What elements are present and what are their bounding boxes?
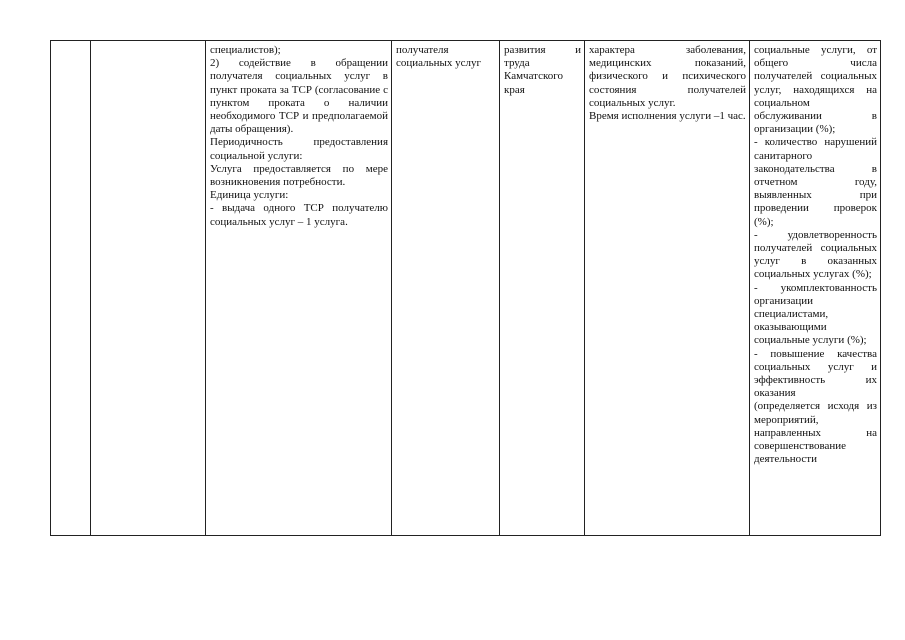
conditions-line: Время исполнения услуги –1 час. (589, 110, 746, 123)
services-table (50, 40, 881, 536)
description-line: специалистов); (210, 44, 281, 56)
description-line: Единица услуги: (210, 189, 289, 202)
cell-number (51, 41, 91, 536)
cell-conditions (585, 41, 750, 536)
indicator-line: - повышение качества социальных услуг и эффективность их оказания (754, 347, 877, 400)
indicator-line: - удовлетворенность получателей социальных услуг в оказанных социальных услугах (%); (754, 228, 877, 281)
indicator-line: (определяется исходя из мероприятий, направленных на совершенствование деятельности (754, 400, 877, 466)
cell-quality-indicators (750, 41, 881, 536)
cell-ministry (500, 41, 585, 536)
cell-recipient (392, 41, 500, 536)
recipient-text: получателя социальных услуг (396, 44, 482, 70)
indicator-line: социальные услуги, от общего числа получателей социальных услуг, находящихся на социальном обслуживании в организации (%); (754, 44, 877, 136)
description-line: - выдача одного ТСР получателю социальных услуг – 1 услуга. (210, 202, 388, 228)
indicator-line: - укомплектованность организации специалистами, оказывающими социальные услуги (%); (754, 281, 877, 347)
table-row (51, 41, 881, 536)
description-line: Услуга предоставляется по мере возникновения потребности. (210, 162, 388, 189)
cell-service-description (206, 41, 392, 536)
ministry-text: развития и труда Камчатского края (504, 44, 581, 96)
indicator-line: - количество нарушений санитарного законодательства в отчетном году, выявленных при проведении проверок (%); (754, 136, 877, 228)
cell-service-name (91, 41, 206, 536)
conditions-line: характера заболевания, медицинских показаний, физического и психического состояния получателей социальных услуг. (589, 44, 746, 109)
description-line: Периодичность предоставления социальной услуги: (210, 136, 388, 162)
description-line: 2) содействие в обращении получателя социальных услуг в пункт проката за ТСР (согласование с пунктом проката о наличии необходимого ТСР и предполагаемой даты обращения). (210, 57, 388, 136)
